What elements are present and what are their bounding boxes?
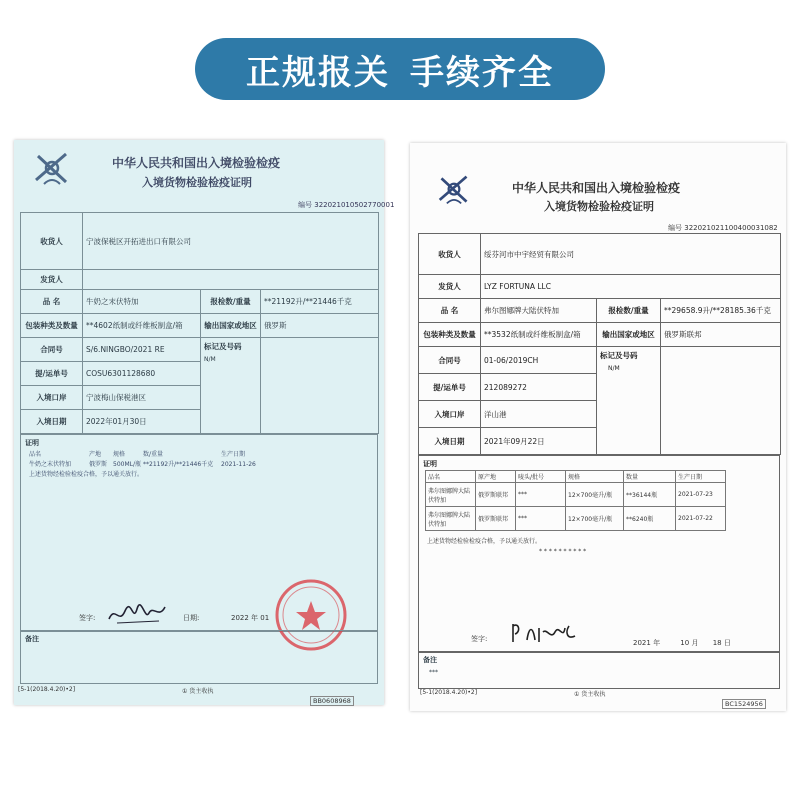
right-title-1: 中华人民共和国出入境检验检疫 bbox=[512, 181, 681, 195]
right-sign-label: 签字: bbox=[471, 635, 488, 643]
right-gh-0: 品名 bbox=[426, 471, 476, 483]
right-r0-c1: 俄罗斯联邦 bbox=[476, 483, 516, 507]
right-signature bbox=[509, 618, 579, 646]
right-r0-c4: **36144瓶 bbox=[624, 483, 676, 507]
right-no-value: 322021021100400031082 bbox=[684, 224, 778, 232]
left-footer-center-text: 货主收执 bbox=[189, 688, 214, 695]
left-serial: BB0608968 bbox=[310, 696, 354, 706]
left-goods-row bbox=[29, 459, 256, 468]
right-title-2: 入境货物检验检疫证明 bbox=[544, 200, 654, 213]
right-r1-c4: **6240瓶 bbox=[624, 507, 676, 531]
right-marks-blank bbox=[661, 347, 781, 455]
left-certificate bbox=[14, 140, 395, 705]
left-value-origin: 俄罗斯 bbox=[261, 314, 379, 338]
table-row bbox=[426, 507, 726, 531]
right-r1-c1: 俄罗斯联邦 bbox=[476, 507, 516, 531]
top-banner bbox=[195, 38, 605, 100]
right-r0-c0: 弗尔图娜牌大陆伏特加 bbox=[426, 483, 476, 507]
right-label-contract: 合同号 bbox=[419, 347, 481, 374]
right-label-port: 入境口岸 bbox=[419, 401, 481, 428]
right-footer-code: [5-1(2018.4.20)•2] bbox=[420, 689, 478, 696]
right-r0-c2: *** bbox=[516, 483, 566, 507]
left-label-date: 入境日期 bbox=[21, 410, 83, 434]
left-value-consignee: 宁波保税区开拓进出口有限公司 bbox=[83, 213, 379, 270]
left-value-consignor bbox=[83, 270, 379, 290]
left-cert-section bbox=[20, 434, 378, 632]
right-cert-section bbox=[418, 455, 780, 653]
right-r1-c2: *** bbox=[516, 507, 566, 531]
left-label-bill: 提/运单号 bbox=[21, 362, 83, 386]
right-label-origin: 输出国家或地区 bbox=[597, 323, 661, 347]
left-footer-code: [5-1(2018.4.20)•2] bbox=[18, 686, 76, 693]
left-statement: 上述货物经检验检疫合格，予以通关放行。 bbox=[29, 471, 144, 478]
right-r1-c5: 2021-07-22 bbox=[676, 507, 726, 531]
left-value-bill: COSU6301128680 bbox=[83, 362, 201, 386]
right-form-table bbox=[418, 233, 781, 455]
left-label-declared: 报检数/重量 bbox=[201, 290, 261, 314]
left-remark-label: 备注 bbox=[25, 635, 39, 643]
right-label-package: 包装种类及数量 bbox=[419, 323, 481, 347]
left-footer-circle-icon: ① bbox=[182, 688, 188, 695]
right-value-consignor: LYZ FORTUNA LLC bbox=[481, 275, 781, 299]
left-cert-number bbox=[298, 200, 394, 210]
left-no-value: 322021010502770001 bbox=[314, 201, 395, 209]
left-gr-2: 500ML/瓶 bbox=[113, 461, 141, 468]
right-remark-value: *** bbox=[429, 669, 438, 676]
ciq-emblem-icon bbox=[32, 150, 72, 188]
right-stars: * * * * * * * * * * bbox=[539, 548, 587, 555]
right-footer-center bbox=[574, 689, 605, 698]
left-gh-2: 规格 bbox=[113, 451, 126, 458]
right-r0-c5: 2021-07-23 bbox=[676, 483, 726, 507]
left-label-consignee: 收货人 bbox=[21, 213, 83, 270]
right-date-month: 10 bbox=[680, 639, 690, 647]
right-r1-c0: 弗尔图娜牌大陆伏特加 bbox=[426, 507, 476, 531]
right-label-date: 入境日期 bbox=[419, 428, 481, 455]
right-value-contract: 01-06/2019CH bbox=[481, 347, 597, 374]
right-value-origin: 俄罗斯联邦 bbox=[661, 323, 781, 347]
left-value-contract: S/6.NINGBO/2021 RE bbox=[83, 338, 201, 362]
left-label-package: 包装种类及数量 bbox=[21, 314, 83, 338]
right-label-declared: 报检数/重量 bbox=[597, 299, 661, 323]
left-label-product: 品 名 bbox=[21, 290, 83, 314]
left-remark bbox=[20, 630, 378, 684]
ciq-emblem-icon bbox=[436, 173, 472, 207]
left-goods-header bbox=[29, 449, 245, 458]
right-value-consignee: 绥芬河市中宇经贸有限公司 bbox=[481, 234, 781, 275]
left-value-marks: N/M bbox=[204, 356, 216, 363]
right-gh-5: 生产日期 bbox=[676, 471, 726, 483]
right-label-bill: 提/运单号 bbox=[419, 374, 481, 401]
left-value-product: 牛奶之末伏特加 bbox=[83, 290, 201, 314]
left-label-consignor: 发货人 bbox=[21, 270, 83, 290]
right-label-marks: 标记及号码 bbox=[600, 351, 638, 360]
right-date-year: 2021 bbox=[633, 639, 651, 647]
right-date-month-unit: 月 bbox=[691, 639, 699, 647]
right-goods-table bbox=[425, 470, 726, 531]
right-date-day-unit: 日 bbox=[723, 639, 731, 647]
left-gh-1: 产地 bbox=[89, 451, 102, 458]
right-gh-4: 数量 bbox=[624, 471, 676, 483]
right-date-day: 18 bbox=[712, 639, 722, 647]
right-date-year-unit: 年 bbox=[653, 639, 661, 647]
left-signature bbox=[107, 601, 169, 627]
right-statement: 上述货物经检验检疫合格，予以通关放行。 bbox=[427, 538, 542, 545]
right-value-declared: **29658.9升/**28185.36千克 bbox=[661, 299, 781, 323]
left-value-port: 宁波梅山保税港区 bbox=[83, 386, 201, 410]
right-date bbox=[633, 638, 731, 648]
right-remark bbox=[418, 651, 780, 689]
right-value-product: 弗尔图娜牌大陆伏特加 bbox=[481, 299, 597, 323]
right-gh-2: 唛头/批号 bbox=[516, 471, 566, 483]
left-marks-cell bbox=[201, 338, 261, 434]
right-footer-circle-icon: ① bbox=[574, 691, 580, 698]
left-gh-3: 数/重量 bbox=[143, 451, 164, 458]
left-label-port: 入境口岸 bbox=[21, 386, 83, 410]
left-sign-label: 签字: bbox=[79, 614, 96, 622]
left-label-origin: 输出国家或地区 bbox=[201, 314, 261, 338]
right-label-consignee: 收货人 bbox=[419, 234, 481, 275]
right-label-consignor: 发货人 bbox=[419, 275, 481, 299]
left-gr-0: 牛奶之末伏特加 bbox=[29, 461, 72, 468]
right-cert-number bbox=[668, 223, 778, 233]
right-footer-center-text: 货主收执 bbox=[581, 691, 606, 698]
left-gh-0: 品名 bbox=[29, 451, 42, 458]
left-value-date: 2022年01月30日 bbox=[83, 410, 201, 434]
table-row bbox=[426, 483, 726, 507]
left-date-label: 日期: bbox=[183, 614, 200, 622]
banner-text-2: 手续齐全 bbox=[410, 52, 554, 93]
right-no-label: 编号 bbox=[668, 224, 682, 232]
banner-text-1: 正规报关 bbox=[246, 52, 390, 93]
left-form-table bbox=[20, 212, 379, 434]
left-gr-1: 俄罗斯 bbox=[89, 461, 108, 468]
left-gr-3: **21192升/**21446千克 bbox=[143, 461, 214, 468]
right-r0-c3: 12×700毫升/瓶 bbox=[566, 483, 624, 507]
right-remark-label: 备注 bbox=[423, 656, 437, 664]
left-marks-blank bbox=[261, 338, 379, 434]
left-title-1: 中华人民共和国出入境检验检疫 bbox=[112, 156, 281, 170]
left-label-marks: 标记及号码 bbox=[204, 342, 242, 351]
left-gr-4: 2021-11-26 bbox=[221, 461, 256, 468]
right-value-date: 2021年09月22日 bbox=[481, 428, 597, 455]
right-value-port: 洋山港 bbox=[481, 401, 597, 428]
right-cert-label: 证明 bbox=[423, 460, 437, 468]
right-marks-cell bbox=[597, 347, 661, 455]
right-value-package: **3532纸制或纤维板制盒/箱 bbox=[481, 323, 597, 347]
left-no-label: 编号 bbox=[298, 201, 312, 209]
left-title-2: 入境货物检验检疫证明 bbox=[142, 176, 252, 189]
right-label-product: 品 名 bbox=[419, 299, 481, 323]
right-gh-3: 规格 bbox=[566, 471, 624, 483]
left-value-declared: **21192升/**21446千克 bbox=[261, 290, 379, 314]
left-gh-4: 生产日期 bbox=[221, 451, 246, 458]
right-value-bill: 212089272 bbox=[481, 374, 597, 401]
left-value-package: **4602纸制或纤维板制盒/箱 bbox=[83, 314, 201, 338]
right-r1-c3: 12×700毫升/瓶 bbox=[566, 507, 624, 531]
left-cert-label: 证明 bbox=[25, 439, 39, 447]
left-label-contract: 合同号 bbox=[21, 338, 83, 362]
left-footer-center bbox=[182, 686, 213, 695]
right-serial: BC1524956 bbox=[722, 699, 766, 709]
right-gh-1: 原产地 bbox=[476, 471, 516, 483]
left-date-value: 2022 年 01 bbox=[231, 614, 270, 622]
right-value-marks: N/M bbox=[608, 365, 620, 372]
right-certificate bbox=[410, 143, 786, 711]
